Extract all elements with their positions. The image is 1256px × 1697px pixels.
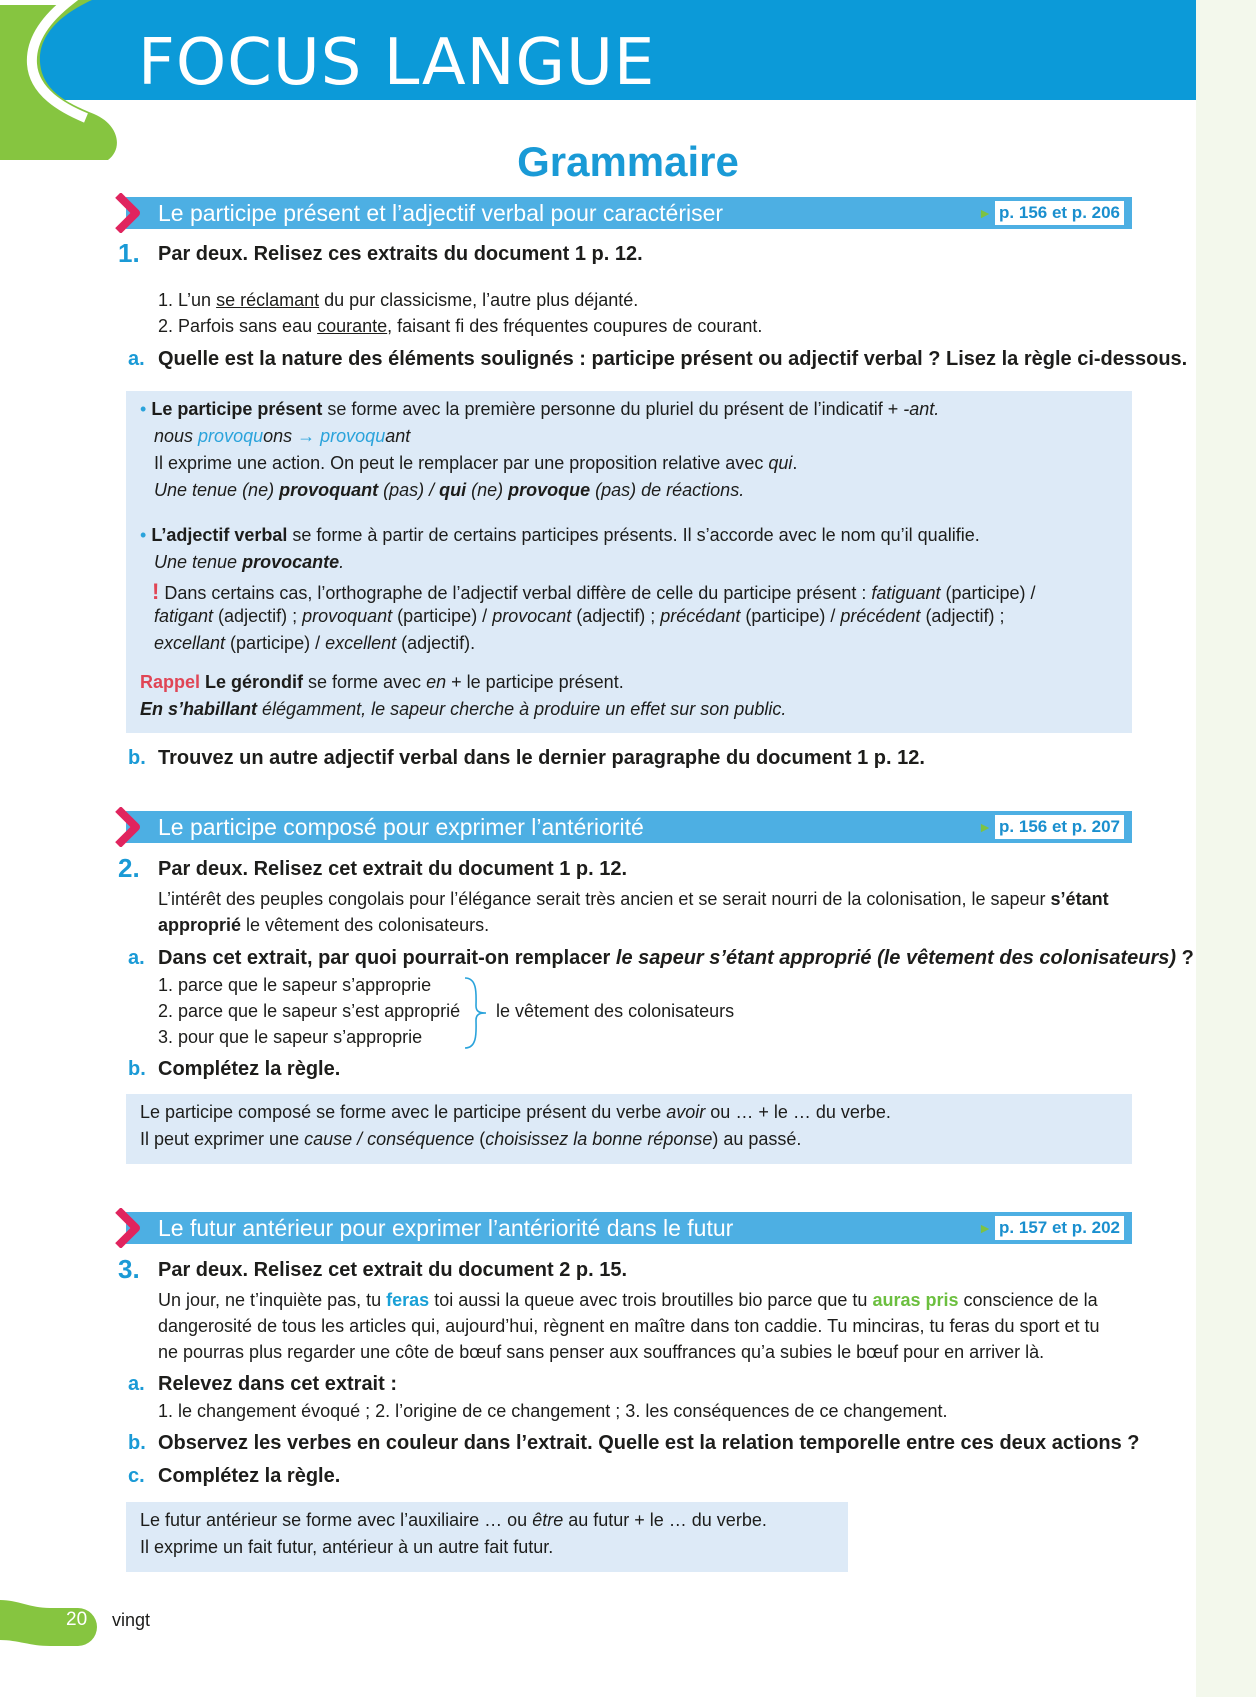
question-letter: a. — [128, 947, 145, 969]
section-header-2 — [126, 811, 1132, 843]
question-text: Relevez dans cet extrait : — [158, 1373, 397, 1395]
rule-line: Il peut exprimer une cause / conséquence (choisissez la bonne réponse) au passé. — [140, 1129, 802, 1149]
rule-line: excellant (participe) / excellent (adjectif). — [154, 633, 476, 653]
excerpt-line-1: 1. L’un se réclamant du pur classicisme, l’autre plus déjanté. — [158, 290, 639, 310]
rule-line: • L’adjectif verbal se forme à partir de certains participes présents. Il s’accorde avec le nom qu’il qualifie. — [140, 525, 980, 545]
rule-line: Il exprime un fait futur, antérieur à un autre fait futur. — [140, 1537, 554, 1557]
question-subline: 1. le changement évoqué ; 2. l’origine de ce changement ; 3. les conséquences de ce changement. — [158, 1401, 948, 1421]
page-title: Grammaire — [517, 138, 739, 185]
rule-line: Le futur antérieur se forme avec l’auxiliaire … ou être au futur + le … du verbe. — [140, 1510, 767, 1530]
option-2: 2. parce que le sapeur s’est approprié — [158, 1001, 461, 1021]
question-letter: b. — [128, 747, 146, 769]
rule-line: Il exprime une action. On peut le remplacer par une proposition relative avec qui. — [154, 453, 798, 473]
rule-example: Une tenue (ne) provoquant (pas) / qui (ne) provoque (pas) de réactions. — [154, 480, 745, 500]
question-text: Trouvez un autre adjectif verbal dans le dernier paragraphe du document 1 p. 12. — [158, 747, 925, 769]
arrow-icon: ► — [978, 819, 992, 835]
question-letter: b. — [128, 1058, 146, 1080]
question-text: Complétez la règle. — [158, 1058, 341, 1080]
section-title: Le participe présent et l’adjectif verbal pour caractériser — [158, 200, 724, 226]
question-text: Complétez la règle. — [158, 1465, 341, 1487]
rule-example: En s’habillant élégamment, le sapeur cherche à produire un effet sur son public. — [140, 699, 787, 719]
question-text: Par deux. Relisez cet extrait du document 2 p. 15. — [158, 1259, 628, 1281]
question-text: Observez les verbes en couleur dans l’extrait. Quelle est la relation temporelle entre ces deux actions ? — [158, 1432, 1140, 1454]
question-letter: c. — [128, 1465, 145, 1487]
rule-box — [126, 1502, 848, 1572]
rule-line: Le participe composé se forme avec le participe présent du verbe avoir ou … + le … du verbe. — [140, 1102, 891, 1122]
question-number: 3. — [118, 1254, 140, 1284]
option-tail: le vêtement des colonisateurs — [496, 1001, 735, 1021]
chevron-icon — [114, 1208, 148, 1248]
excerpt-line: Un jour, ne t’inquiète pas, tu feras toi aussi la queue avec trois broutilles bio parce que tu auras pris conscience de la — [158, 1290, 1098, 1310]
question-number: 2. — [118, 853, 140, 883]
section-title: Le futur antérieur pour exprimer l’antériorité dans le futur — [158, 1215, 734, 1241]
page-edge — [1196, 0, 1256, 1697]
section-header-3 — [126, 1212, 1132, 1244]
page-reference: p. 156 et p. 206 — [995, 201, 1124, 225]
brace-icon — [462, 976, 488, 1050]
question-text: Par deux. Relisez cet extrait du document 1 p. 12. — [158, 858, 628, 880]
chevron-icon — [114, 193, 148, 233]
rule-example: nous provoquons → provoquant — [154, 426, 411, 446]
question-text: Par deux. Relisez ces extraits du document 1 p. 12. — [158, 243, 643, 265]
arrow-icon: ► — [978, 205, 992, 221]
option-1: 1. parce que le sapeur s’approprie — [158, 975, 432, 995]
excerpt-line: ne pourras plus regarder une côte de bœuf sans penser aux souffrances qu’a subies le bœuf pour en arriver là. — [158, 1342, 1045, 1362]
question-letter: a. — [128, 348, 145, 370]
rule-reminder: Rappel Le gérondif se forme avec en + le participe présent. — [140, 672, 624, 692]
question-number: 1. — [118, 238, 140, 268]
rule-warning: ! Dans certains cas, l’orthographe de l’adjectif verbal diffère de celle du participe présent : fatiguant (participe) / — [152, 579, 1036, 604]
corner-blob-decoration — [0, 0, 125, 160]
rule-example: Une tenue provocante. — [154, 552, 345, 572]
chevron-icon — [114, 807, 148, 847]
option-3: 3. pour que le sapeur s’approprie — [158, 1027, 423, 1047]
excerpt-line: dangerosité de tous les articles qui, aujourd’hui, règnent en maître dans ton caddie. Tu minciras, tu feras du sport et tu — [158, 1316, 1100, 1336]
question-text: Dans cet extrait, par quoi pourrait-on remplacer le sapeur s’étant approprié (le vêtement des colonisateurs) ? — [158, 947, 1194, 969]
excerpt-line: L’intérêt des peuples congolais pour l’élégance serait très ancien et se serait nourri de la colonisation, le sapeur s’étant — [158, 889, 1109, 909]
page-word: vingt — [112, 1610, 151, 1630]
arrow-icon: ► — [978, 1220, 992, 1236]
question-text: Quelle est la nature des éléments soulignés : participe présent ou adjectif verbal ? Lisez la règle ci-dessous. — [158, 348, 1188, 370]
rule-line: • Le participe présent se forme avec la première personne du pluriel du présent de l’indicatif + -ant. — [140, 399, 940, 419]
section-title: Le participe composé pour exprimer l’antériorité — [158, 814, 644, 840]
rule-box — [126, 391, 1132, 733]
question-letter: b. — [128, 1432, 146, 1454]
section-header-1 — [126, 197, 1132, 229]
excerpt-line-2: 2. Parfois sans eau courante, faisant fi des fréquentes coupures de courant. — [158, 316, 763, 336]
warning-icon: ! — [152, 579, 160, 604]
header-title: FOCUS LANGUE — [138, 26, 656, 100]
excerpt-line: approprié le vêtement des colonisateurs. — [158, 915, 490, 935]
page-number: 20 — [66, 1609, 88, 1630]
rule-box — [126, 1094, 1132, 1164]
page-reference: p. 156 et p. 207 — [995, 815, 1124, 839]
question-letter: a. — [128, 1373, 145, 1395]
page-reference: p. 157 et p. 202 — [995, 1216, 1124, 1240]
rule-line: fatigant (adjectif) ; provoquant (participe) / provocant (adjectif) ; précédant (participe) / précédent (adjectif) ; — [154, 606, 1005, 626]
